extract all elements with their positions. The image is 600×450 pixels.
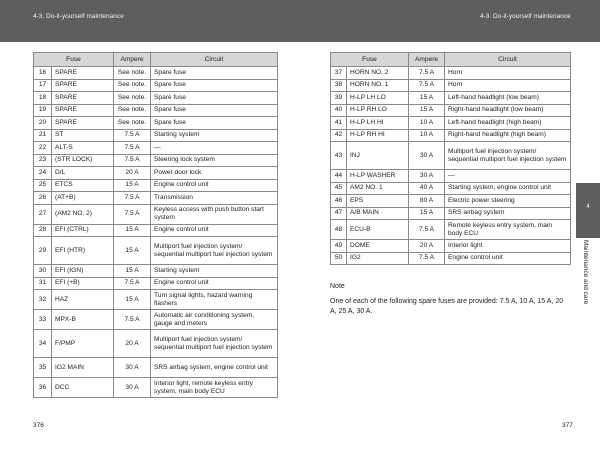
table-row [331,117,571,130]
ampere-column-header: Ampere [114,53,151,67]
fuse-ampere: 20 A [409,240,445,253]
fuse-number: 25 [34,179,52,192]
fuse-name: EFI (HTR) [52,237,114,265]
fuse-ampere: 30 A [114,378,151,398]
fuse-circuit: Remote keyless entry system, main body ECU [445,220,571,240]
fuse-column-header: Fuse [34,53,114,67]
fuse-number: 41 [331,117,347,130]
fuse-name: IG2 MAIN [52,358,114,378]
fuse-ampere: 7.5 A [114,154,151,167]
table-row [34,310,278,330]
circuit-column-header: Circuit [445,53,571,67]
fuse-name: (AT+B) [52,192,114,205]
fuse-ampere: See note. [114,67,151,80]
fuse-circuit: Starting system [151,265,278,278]
table-row [34,192,278,205]
table-row [34,277,278,290]
table-row [331,92,571,105]
fuse-ampere: 15 A [114,237,151,265]
fuse-number: 37 [331,67,347,80]
table-row [331,195,571,208]
fuse-name: HAZ [52,290,114,310]
fuse-ampere: See note. [114,117,151,130]
table-row [331,170,571,183]
fuse-circuit: Turn signal lights, hazard warning flashers [151,290,278,310]
fuse-number: 30 [34,265,52,278]
table-row [331,207,571,220]
table-row [331,240,571,253]
fuse-number: 31 [34,277,52,290]
fuse-name: F/PMP [52,330,114,358]
fuse-circuit: Electric power steering [445,195,571,208]
note-text: One of each of the following spare fuses are provided: 7.5 A, 10 A, 15 A, 20 A, 25 A, 30 A. [330,298,564,315]
table-row [34,117,278,130]
fuse-name: H-LP RH HI [347,129,409,142]
fuse-circuit: Steering lock system [151,154,278,167]
fuse-number: 35 [34,358,52,378]
fuse-number: 28 [34,224,52,237]
fuse-ampere: See note. [114,104,151,117]
fuse-number: 16 [34,67,52,80]
fuse-circuit: — [445,170,571,183]
fuse-number: 49 [331,240,347,253]
fuse-circuit: Engine control unit [151,277,278,290]
page-number-left: 376 [33,422,44,429]
chapter-tab[interactable] [576,183,600,238]
fuse-ampere: 80 A [409,195,445,208]
fuse-name: INJ [347,142,409,170]
fuse-number: 18 [34,92,52,105]
fuse-ampere: 7.5 A [409,220,445,240]
fuse-number: 21 [34,129,52,142]
fuse-name: EPS [347,195,409,208]
fuse-number: 48 [331,220,347,240]
fuse-name: DOME [347,240,409,253]
fuse-circuit: Left-hand headlight (high beam) [445,117,571,130]
fuse-ampere: 10 A [409,117,445,130]
fuse-circuit: Spare fuse [151,92,278,105]
table-row [34,179,278,192]
fuse-column-header: Fuse [331,53,409,67]
fuse-circuit: Right-hand headlight (high beam) [445,129,571,142]
fuse-ampere: 15 A [409,104,445,117]
fuse-circuit: Spare fuse [151,79,278,92]
fuse-circuit: — [151,142,278,155]
fuse-name: IG2 [347,252,409,265]
table-header-row [34,53,278,67]
fuse-name: EFI (IGN) [52,265,114,278]
fuse-name: HORN NO. 1 [347,79,409,92]
fuse-ampere: 7.5 A [409,79,445,92]
fuse-number: 36 [34,378,52,398]
table-row [331,252,571,265]
fuse-circuit: Horn [445,67,571,80]
fuse-ampere: 7.5 A [114,129,151,142]
fuse-name: SPARE [52,67,114,80]
fuse-number: 26 [34,192,52,205]
chapter-number: 4 [586,204,590,210]
fuse-name: AM2 NO. 1 [347,182,409,195]
fuse-ampere: 7.5 A [114,310,151,330]
fuse-ampere: 7.5 A [114,142,151,155]
fuse-ampere: 15 A [409,207,445,220]
fuse-name: D/L [52,167,114,180]
fuse-name: ETCS [52,179,114,192]
fuse-number: 40 [331,104,347,117]
fuse-circuit: Multiport fuel injection system/ sequential multiport fuel injection system [151,237,278,265]
chapter-label: Maintenance and care [582,240,589,305]
fuse-ampere: 30 A [409,142,445,170]
fuse-ampere: 30 A [409,170,445,183]
fuse-number: 32 [34,290,52,310]
fuse-circuit: Left-hand headlight (low beam) [445,92,571,105]
fuse-number: 23 [34,154,52,167]
fuse-circuit: Starting system, engine control unit [445,182,571,195]
table-row [331,104,571,117]
table-row [331,142,571,170]
fuse-ampere: 7.5 A [114,192,151,205]
fuse-circuit: Spare fuse [151,117,278,130]
fuse-ampere: 15 A [114,224,151,237]
fuse-number: 46 [331,195,347,208]
fuse-circuit: SRS airbag system, engine control unit [151,358,278,378]
fuse-name: H-LP WASHER [347,170,409,183]
fuse-number: 43 [331,142,347,170]
fuse-name: (AM2 NO. 2) [52,204,114,224]
fuse-ampere: 40 A [409,182,445,195]
table-row [331,182,571,195]
fuse-ampere: 15 A [409,92,445,105]
fuse-number: 44 [331,170,347,183]
table-row [34,237,278,265]
note-title: Note [330,283,345,290]
table-row [34,142,278,155]
fuse-ampere: 20 A [114,167,151,180]
fuse-ampere: 15 A [114,265,151,278]
table-row [34,79,278,92]
fuse-number: 24 [34,167,52,180]
table-row [34,265,278,278]
fuse-name: ALT-S [52,142,114,155]
fuse-circuit: Engine control unit [151,224,278,237]
fuse-number: 20 [34,117,52,130]
fuse-ampere: See note. [114,92,151,105]
fuse-number: 27 [34,204,52,224]
fuse-circuit: Transmission [151,192,278,205]
table-row [331,220,571,240]
right-section-title: 4-3. Do-it-yourself maintenance [480,13,571,20]
page-number-right: 377 [562,422,573,429]
fuse-name: SPARE [52,79,114,92]
fuse-name: H-LP LH LO [347,92,409,105]
fuse-circuit: Keyless access with push button start system [151,204,278,224]
fuse-circuit: Multiport fuel injection system/ sequential multiport fuel injection system [151,330,278,358]
table-row [34,358,278,378]
fuse-ampere: 7.5 A [114,277,151,290]
fuse-ampere: 15 A [114,179,151,192]
fuse-ampere: 7.5 A [409,67,445,80]
fuse-number: 34 [34,330,52,358]
fuse-name: (STR LOCK) [52,154,114,167]
fuse-circuit: Right-hand headlight (low beam) [445,104,571,117]
fuse-circuit: Spare fuse [151,67,278,80]
table-row [34,104,278,117]
fuse-ampere: 7.5 A [114,204,151,224]
fuse-number: 45 [331,182,347,195]
fuse-circuit: Engine control unit [151,179,278,192]
fuse-table-right [330,52,571,265]
fuse-number: 38 [331,79,347,92]
table-row [34,290,278,310]
table-row [34,378,278,398]
fuse-number: 19 [34,104,52,117]
fuse-ampere: 10 A [409,129,445,142]
fuse-number: 17 [34,79,52,92]
table-header-row [331,53,571,67]
fuse-circuit: SRS airbag system [445,207,571,220]
table-row [331,79,571,92]
left-section-title: 4-3. Do-it-yourself maintenance [33,13,124,20]
fuse-ampere: 30 A [114,358,151,378]
table-row [34,204,278,224]
fuse-number: 47 [331,207,347,220]
fuse-name: EFI (CTRL) [52,224,114,237]
fuse-name: HORN NO. 2 [347,67,409,80]
page-header [0,0,600,42]
table-row [34,67,278,80]
fuse-number: 22 [34,142,52,155]
fuse-name: H-LP RH LO [347,104,409,117]
fuse-name: SPARE [52,92,114,105]
fuse-circuit: Horn [445,79,571,92]
fuse-name: ST [52,129,114,142]
fuse-number: 29 [34,237,52,265]
fuse-circuit: Automatic air conditioning system, gauge and meters [151,310,278,330]
fuse-ampere: 15 A [114,290,151,310]
table-row [331,129,571,142]
table-row [34,92,278,105]
table-row [34,154,278,167]
table-row [34,167,278,180]
fuse-circuit: Multiport fuel injection system/ sequential multiport fuel injection system [445,142,571,170]
fuse-number: 39 [331,92,347,105]
fuse-table-left [33,52,278,398]
fuse-circuit: Power door lock [151,167,278,180]
ampere-column-header: Ampere [409,53,445,67]
table-row [34,129,278,142]
table-row [331,67,571,80]
fuse-number: 33 [34,310,52,330]
fuse-name: EFI (+B) [52,277,114,290]
fuse-name: H-LP LH HI [347,117,409,130]
fuse-number: 50 [331,252,347,265]
fuse-name: ECU-B [347,220,409,240]
fuse-circuit: Starting system [151,129,278,142]
fuse-name: SPARE [52,117,114,130]
fuse-name: SPARE [52,104,114,117]
fuse-circuit: Engine control unit [445,252,571,265]
table-row [34,330,278,358]
fuse-name: A/B MAIN [347,207,409,220]
fuse-name: MPX-B [52,310,114,330]
fuse-ampere: 20 A [114,330,151,358]
fuse-name: DCC [52,378,114,398]
table-row [34,224,278,237]
fuse-ampere: 7.5 A [409,252,445,265]
circuit-column-header: Circuit [151,53,278,67]
fuse-ampere: See note. [114,79,151,92]
fuse-circuit: Interior light, remote keyless entry system, main body ECU [151,378,278,398]
fuse-number: 42 [331,129,347,142]
fuse-circuit: Spare fuse [151,104,278,117]
fuse-circuit: Interior light [445,240,571,253]
